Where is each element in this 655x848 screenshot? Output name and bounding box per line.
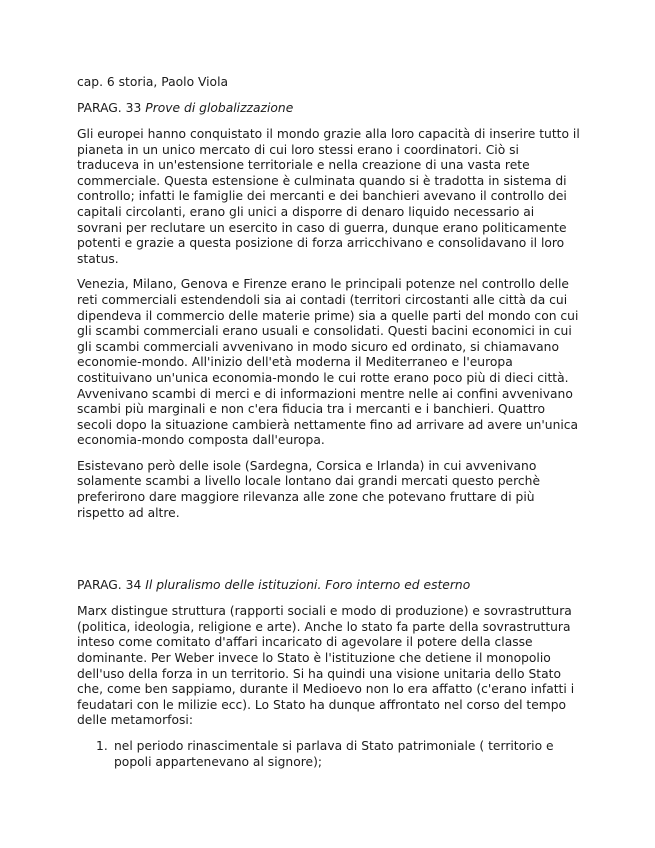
list-item-number: 1. (96, 739, 108, 753)
paragraph: Marx distingue struttura (rapporti sociali e modo di produzione) e sovrastruttura (politica, ideologia, religione e arte). Anche lo stato fa parte della sovrastruttura inteso come comitato d'affari incaricato di agevolare il potere della classe dominante. Per Weber invece lo Stato è l'istituzione che detiene il monopolio dell'uso della forza in un territorio. Si ha quindi una visione unitaria dello Stato che, come ben sappiamo, durante il Medioevo non lo era affatto (c'erano infatti i feudatari con le milizie ecc). Lo Stato ha dunque affrontato nel corso del tempo delle metamorfosi: (77, 604, 575, 728)
section-heading-34 (77, 577, 582, 594)
document-page (77, 74, 582, 770)
section-label: PARAG. 34 (77, 578, 142, 593)
list-item-text: nel periodo rinascimentale si parlava di Stato patrimoniale ( territorio e popoli appartenevano al signore); (114, 739, 554, 769)
section-title: Il pluralismo delle istituzioni. Foro interno ed esterno (145, 578, 471, 593)
section-title: Prove di globalizzazione (145, 101, 294, 115)
numbered-list (77, 739, 582, 770)
section-heading-33 (77, 100, 582, 117)
paragraph: Gli europei hanno conquistato il mondo grazie alla loro capacità di inserire tutto il pianeta in un unico mercato di cui loro stessi erano i coordinatori. Ciò si traduceva in un'estensione territoriale e nella creazione di una vasta rete commerciale. Questa estensione è culminata quando si è tradotta in sistema di controllo; infatti le famiglie dei mercanti e dei banchieri avevano il controllo dei capitali circolanti, erano gli unici a disporre di denaro liquido necessario ai sovrani per reclutare un esercito in caso di guerra, dunque erano politicamente potenti e grazie a questa posizione di forza arricchivano e consolidavano il loro status. (77, 127, 580, 266)
paragraph: Esistevano però delle isole (Sardegna, Corsica e Irlanda) in cui avvenivano solamente scambi a livello locale lontano dai grandi mercati questo perchè preferirono dare maggiore rilevanza alle zone che potevano fruttare di più rispetto ad altre. (77, 458, 541, 520)
section-label: PARAG. 33 (77, 101, 142, 115)
paragraph: Venezia, Milano, Genova e Firenze erano le principali potenze nel controllo delle reti commerciali estendendoli sia ai contadi (territori circostanti alle città da cui dipendeva il commercio delle materie prime) sia a quelle parti del mondo con cui gli scambi commerciali erano usuali e consolidati. Questi bacini economici in cui gli scambi commerciali avvenivano in modo sicuro ed ordinato, si chiamavano economie-mondo. All'inizio dell'età moderna il Mediterraneo e l'europa costituivano un'unica economia-mondo le cui rotte erano poco più di dieci città. Avvenivano scambi di merci e di informazioni mentre nelle ai confini avvenivano scambi più marginali e non c'era fiducia tra i mercanti e i banchieri. Quattro secoli dopo la situazione cambierà nettamente fino ad arrivare ad avere un'unica economia-mondo composta dall'europa. (77, 277, 579, 448)
document-header: cap. 6 storia, Paolo Viola (77, 75, 229, 89)
list-item (77, 739, 582, 770)
